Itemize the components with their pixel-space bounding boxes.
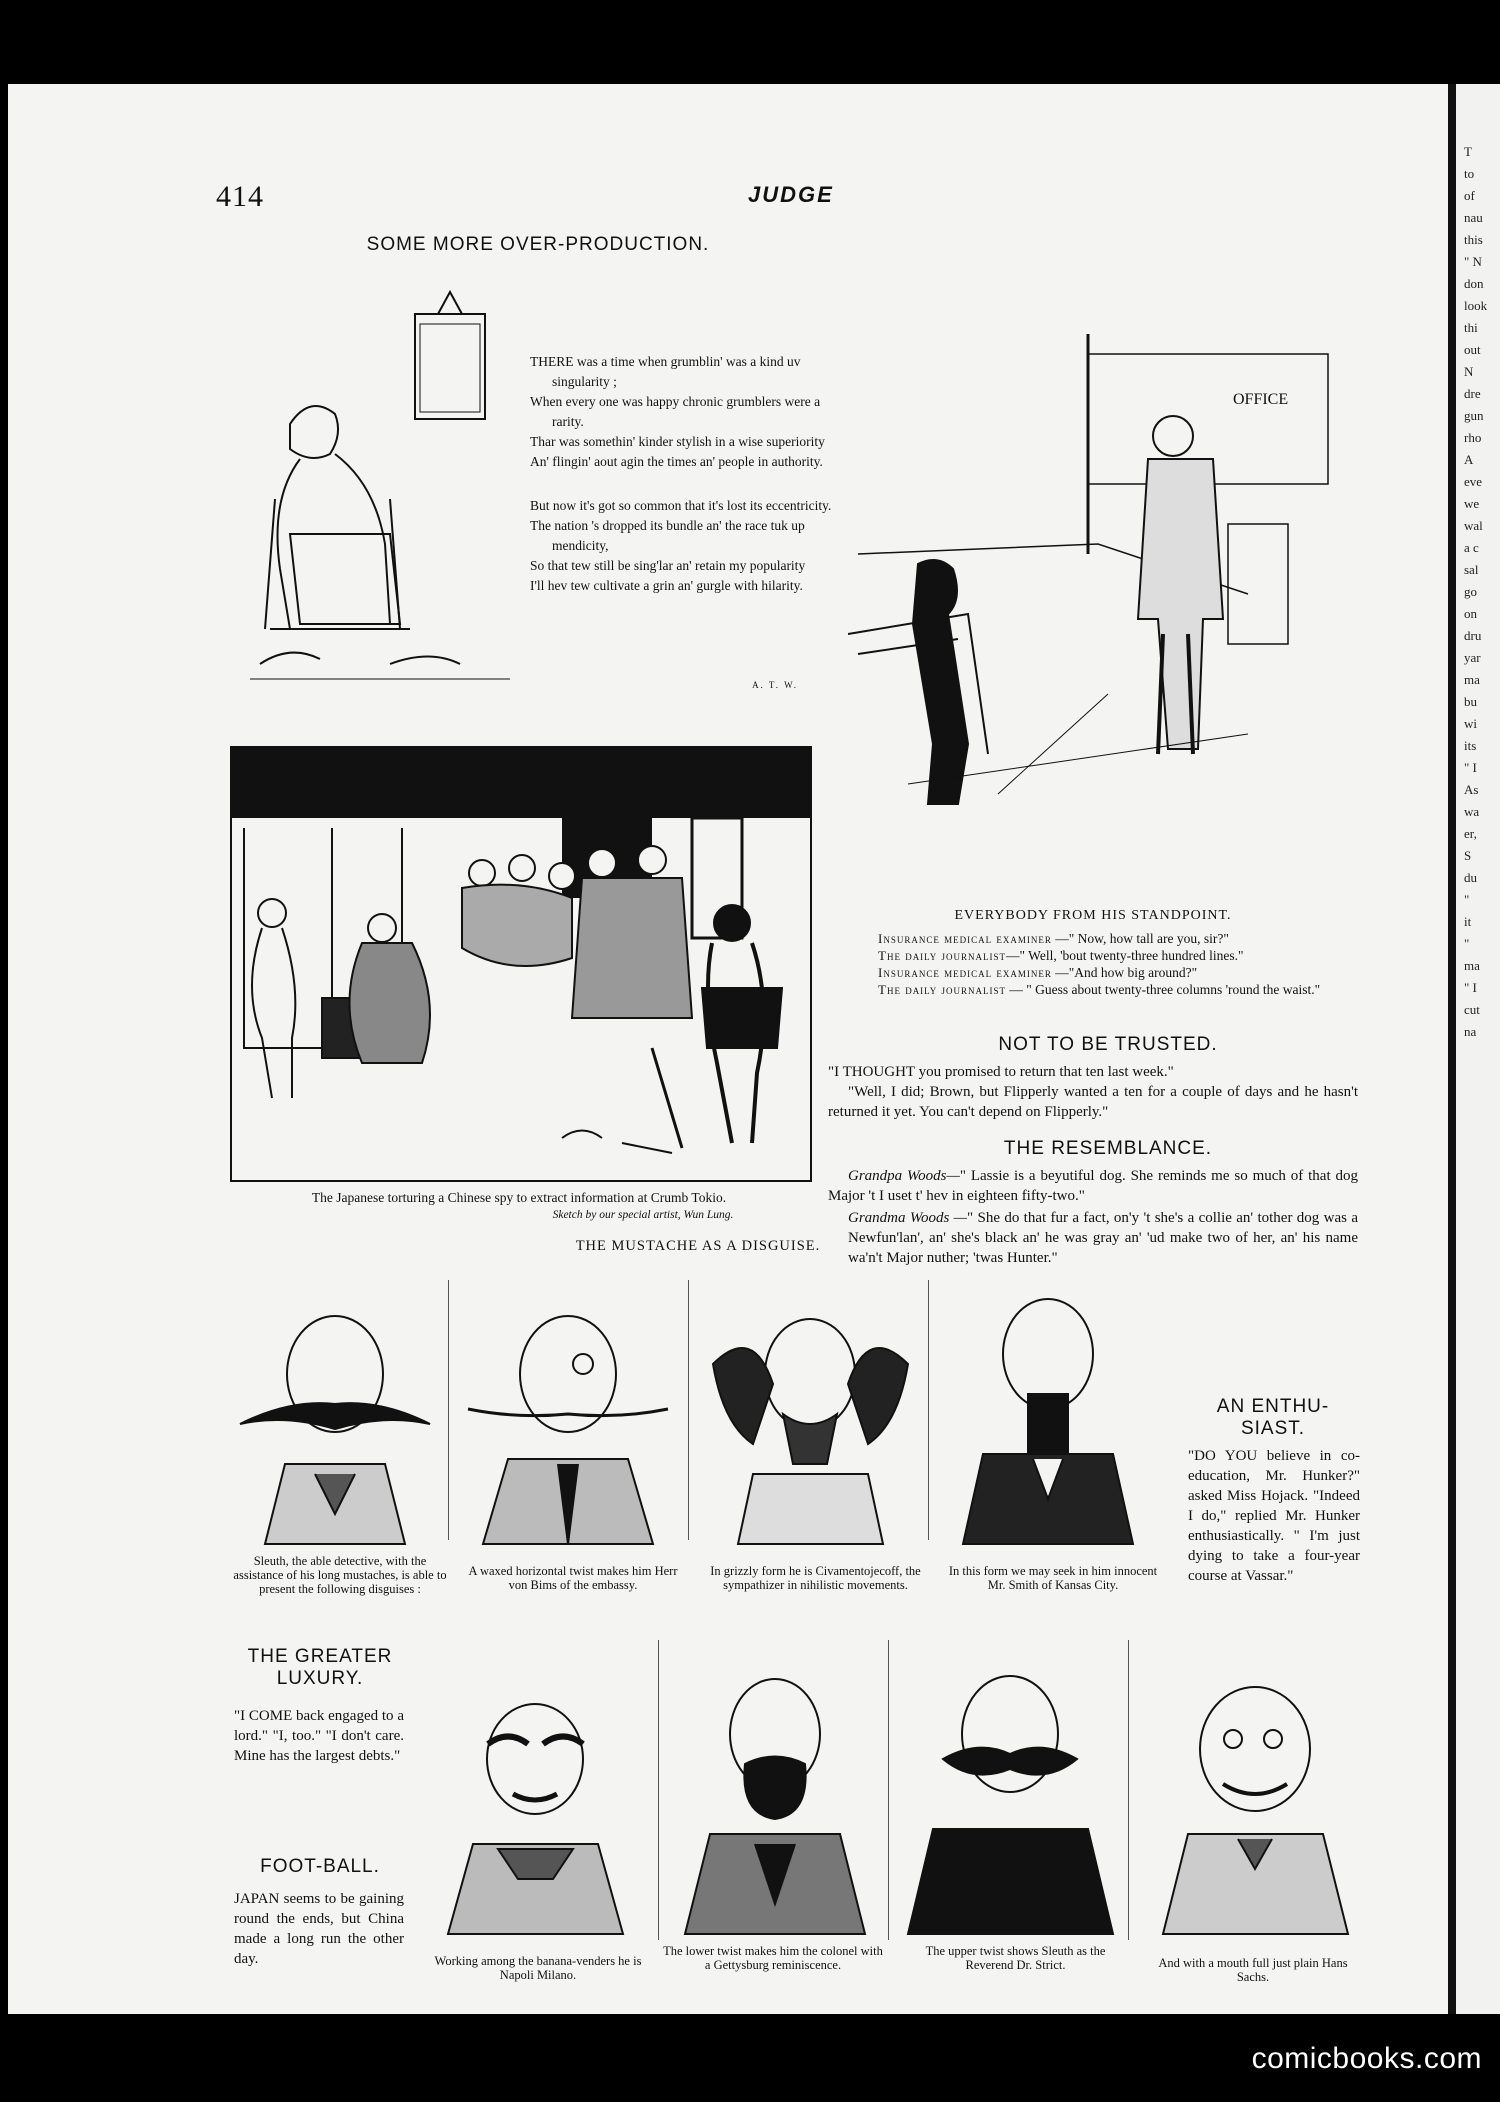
next-page-fragment: na xyxy=(1464,1024,1477,1039)
masthead: JUDGE xyxy=(748,182,834,207)
face-5-caption: Working among the banana-venders he is Napoli Milano. xyxy=(434,1954,642,1982)
next-page-fragment: dru xyxy=(1464,628,1482,643)
next-page-fragment: bu xyxy=(1464,694,1477,709)
over-production-poem xyxy=(530,352,845,596)
next-page-fragment: a c xyxy=(1464,540,1479,555)
paragraph: "Well, I did; Brown, but Flipperly wanted a ten for a couple of days and he hasn't returned it yet. You can't depend on Flipperly." xyxy=(828,1084,1358,1120)
next-page-fragment: rho xyxy=(1464,430,1482,445)
next-page-fragment: it xyxy=(1464,914,1472,929)
face-4-caption: In this form we may seek in him innocent Mr. Smith of Kansas City. xyxy=(948,1564,1158,1592)
title-line: THE GREATER xyxy=(247,1646,393,1667)
next-page-fragment: we xyxy=(1464,496,1480,511)
next-page-fragment: A xyxy=(1464,452,1474,467)
magazine-page xyxy=(8,84,1448,2014)
not-trusted-text xyxy=(828,1062,1358,1122)
paragraph: "I THOUGHT you promised to return that ten last week." xyxy=(828,1064,1174,1080)
face-3-caption: In grizzly form he is Civamentojecoff, the sympathizer in nihilistic movements. xyxy=(710,1564,921,1592)
next-page-fragment: go xyxy=(1464,584,1477,599)
japanese-cartoon-frame xyxy=(230,746,812,1182)
next-page-fragment: " I xyxy=(1464,980,1477,995)
next-page-fragment: S xyxy=(1464,848,1472,863)
next-page-fragment: its xyxy=(1464,738,1477,753)
next-page-fragment: " xyxy=(1464,892,1470,907)
next-page-fragment: don xyxy=(1464,276,1484,291)
mustache-title: THE MUSTACHE AS A DISGUISE. xyxy=(575,1238,821,1254)
next-page-fragment: N xyxy=(1464,364,1474,379)
next-page-fragment: du xyxy=(1464,870,1477,885)
poem-line: So that tew still be sing'lar an' retain my popularity xyxy=(530,558,806,573)
next-page-fragment: wi xyxy=(1464,716,1477,731)
enthusiast-text: "DO YOU believe in co-education, Mr. Hunker?" asked Miss Hojack. "Indeed I do," replied Mr. Hunker enthusiastically. " I'm just dying to take a four-year course at Vassar." xyxy=(1188,1448,1360,1584)
face-8 xyxy=(1148,1654,1363,1944)
speaker: Insurance medical examiner xyxy=(878,965,1052,980)
next-page-fragment: " N xyxy=(1464,254,1482,269)
football-title: FOOT-BALL. xyxy=(260,1856,380,1877)
face-2 xyxy=(463,1284,673,1554)
face-8-caption: And with a mouth full just plain Hans Sachs. xyxy=(1158,1956,1348,1984)
next-page-fragment: to xyxy=(1464,166,1475,181)
grumbler-illustration xyxy=(230,284,520,704)
line-text: —" Well, 'bout twenty-three hundred lines." xyxy=(1006,948,1244,963)
poem-line: Thar was somethin' kinder stylish in a wise superiority xyxy=(530,434,825,449)
japanese-cartoon-credit: Sketch by our special artist, Wun Lung. xyxy=(552,1209,734,1221)
poem-line: When every one was happy chronic grumblers were a rarity. xyxy=(530,394,821,429)
line-text: " Lassie is a beyutiful dog. She reminds me so much of that dog Major 't I uset t' hev in eighteen fifty-two." xyxy=(828,1168,1359,1204)
resemblance-text-1 xyxy=(828,1166,1358,1206)
poem-signature: A. T. W. xyxy=(752,680,798,690)
enthusiast-title xyxy=(1178,1396,1368,1440)
standpoint-illustration xyxy=(848,294,1368,814)
speaker: Grandpa Woods— xyxy=(848,1168,960,1184)
japanese-cartoon-caption: The Japanese torturing a Chinese spy to extract information at Crumb Tokio. xyxy=(311,1190,727,1205)
watermark: comicbooks.com xyxy=(1251,2042,1482,2075)
standpoint-title: EVERYBODY FROM HIS STANDPOINT. xyxy=(954,908,1232,923)
next-page-fragment: on xyxy=(1464,606,1477,621)
speaker: Insurance medical examiner xyxy=(878,931,1052,946)
standpoint-dialog xyxy=(878,930,1358,998)
page-number: 414 xyxy=(216,180,264,213)
next-page-fragment: er, xyxy=(1464,826,1477,841)
next-page-fragment: " xyxy=(1464,936,1470,951)
next-page-fragment: As xyxy=(1464,782,1479,797)
face-3 xyxy=(703,1284,918,1554)
next-page-fragment: of xyxy=(1464,188,1475,203)
football-text: JAPAN seems to be gaining round the ends, but China made a long run the other day. xyxy=(234,1891,404,1967)
line-text: —" Now, how tall are you, sir?" xyxy=(1055,931,1229,946)
next-page-fragment: wa xyxy=(1464,804,1480,819)
over-production-title: SOME MORE OVER-PRODUCTION. xyxy=(366,234,710,255)
poem-line: THERE was a time when grumblin' was a kind uv singularity ; xyxy=(530,354,801,389)
face-4 xyxy=(943,1274,1153,1554)
next-page-fragment: gun xyxy=(1464,408,1484,423)
next-page-fragment: " I xyxy=(1464,760,1477,775)
face-1-caption: Sleuth, the able detective, with the assistance of his long mustaches, is able to present the following disguises : xyxy=(233,1554,447,1596)
greater-luxury-text: "I COME back engaged to a lord." "I, too." "I don't care. Mine has the largest debts." xyxy=(234,1708,404,1764)
next-page-edge xyxy=(1456,84,1500,2014)
next-page-fragment: T xyxy=(1464,144,1472,159)
line-text: — " Guess about twenty-three columns 'round the waist." xyxy=(1009,982,1321,997)
face-7 xyxy=(903,1644,1118,1944)
next-page-fragment: ma xyxy=(1464,958,1480,973)
title-line: LUXURY. xyxy=(276,1668,364,1689)
greater-luxury-title xyxy=(230,1646,410,1690)
face-2-caption: A waxed horizontal twist makes him Herr von Bims of the embassy. xyxy=(468,1564,678,1592)
next-page-fragment: yar xyxy=(1464,650,1481,665)
next-page-fragment: this xyxy=(1464,232,1483,247)
title-line: SIAST. xyxy=(1240,1418,1306,1439)
resemblance-text-2 xyxy=(848,1208,1358,1268)
page-spine xyxy=(1448,84,1456,2014)
next-page-fragment: eve xyxy=(1464,474,1483,489)
face-1 xyxy=(230,1284,440,1554)
svg-text:OFFICE: OFFICE xyxy=(1233,391,1289,408)
poem-line: An' flingin' aout agin the times an' people in authority. xyxy=(530,454,823,469)
poem-line: I'll hev tew cultivate a grin an' gurgle with hilarity. xyxy=(530,578,803,593)
poem-line: But now it's got so common that it's lost its eccentricity. xyxy=(530,498,832,513)
next-page-fragment: cut xyxy=(1464,1002,1480,1017)
next-page-fragment: out xyxy=(1464,342,1481,357)
next-page-fragment: wal xyxy=(1464,518,1483,533)
face-5 xyxy=(428,1674,643,1944)
resemblance-title: THE RESEMBLANCE. xyxy=(1003,1138,1213,1159)
title-line: AN ENTHU- xyxy=(1216,1396,1330,1417)
speaker: The daily journalist xyxy=(878,982,1007,997)
poem-line: The nation 's dropped its bundle an' the race tuk up mendicity, xyxy=(530,518,805,553)
face-6-caption: The lower twist makes him the colonel with a Gettysburg reminiscence. xyxy=(663,1944,883,1972)
next-page-fragment: nau xyxy=(1464,210,1483,225)
face-7-caption: The upper twist shows Sleuth as the Reverend Dr. Strict. xyxy=(925,1944,1106,1972)
speaker: Grandma Woods — xyxy=(848,1210,967,1226)
next-page-fragment: sal xyxy=(1464,562,1479,577)
speaker: The daily journalist xyxy=(878,948,1007,963)
next-page-fragment: ma xyxy=(1464,672,1480,687)
next-page-fragment: dre xyxy=(1464,386,1481,401)
line-text: —"And how big around?" xyxy=(1055,965,1198,980)
next-page-fragment: thi xyxy=(1464,320,1478,335)
next-page-fragment: look xyxy=(1464,298,1488,313)
line-text: " She do that fur a fact, on'y 't she's a collie an' tother dog was a Newfun'lan', an' she's black an' he was gray an' 'ud make two of her, an' his name wa'n't Major nuther; 'twas Hunter." xyxy=(848,1210,1358,1266)
not-trusted-title: NOT TO BE TRUSTED. xyxy=(998,1034,1218,1055)
face-6 xyxy=(670,1654,880,1944)
